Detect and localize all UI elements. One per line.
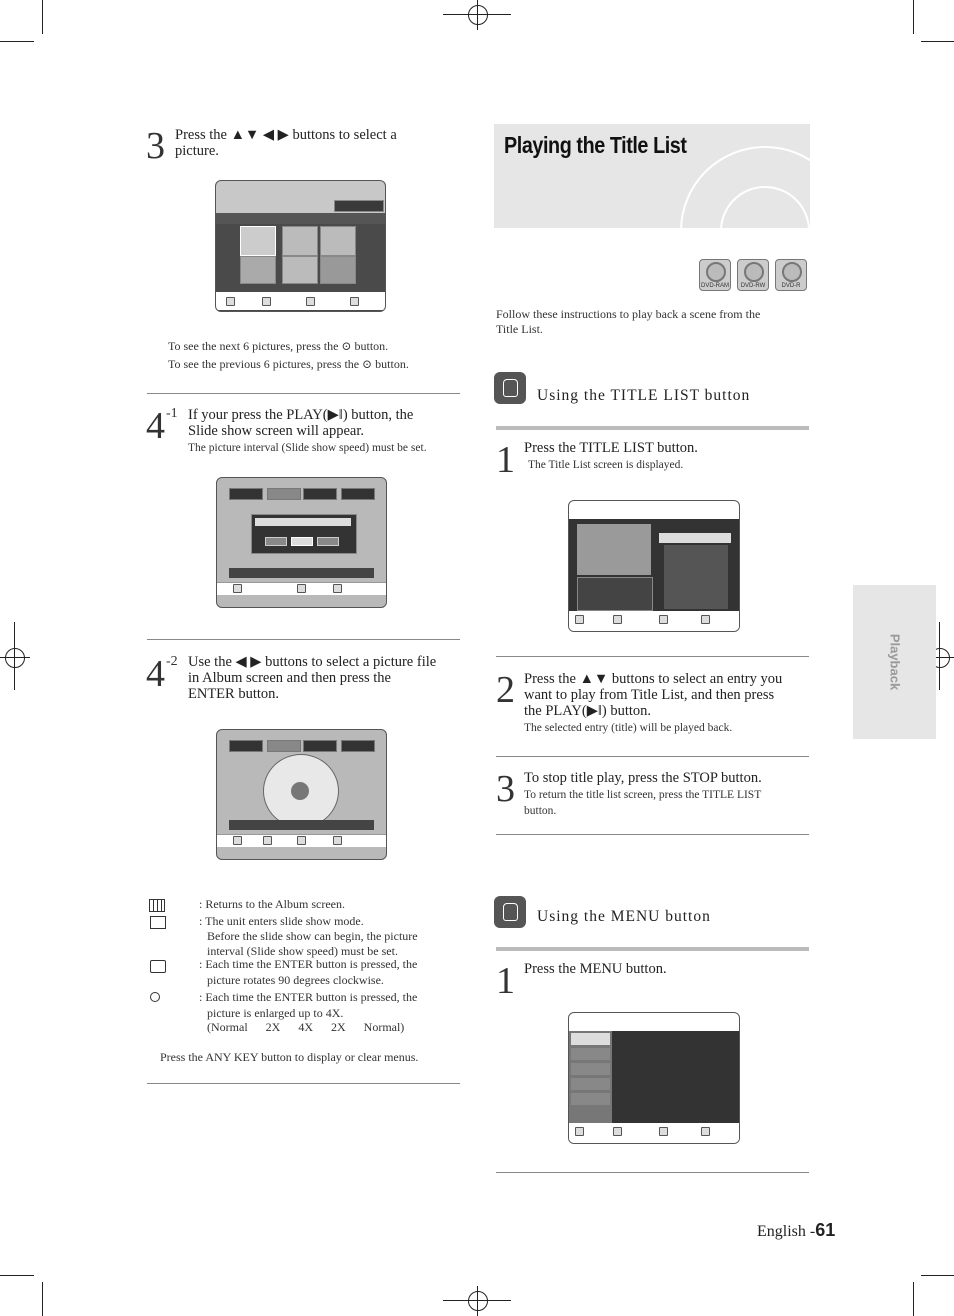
- page-number: 61: [815, 1220, 836, 1240]
- zoom-icon: [150, 992, 160, 1002]
- intro-line2: Title List.: [496, 322, 543, 336]
- picture-screen: [216, 729, 387, 860]
- page-title: Playing the Title List: [504, 132, 687, 158]
- step-3-number: 3: [146, 125, 165, 167]
- dvd-ram-badge: DVD-RAM: [699, 259, 731, 291]
- step-4-2-line3: ENTER button.: [188, 686, 280, 702]
- previous-pictures-note: To see the previous 6 pictures, press the ⊙ button.: [168, 357, 409, 371]
- step-4-2-line2: in Album screen and then press the: [188, 670, 391, 686]
- title-step-3-note-line1: To return the title list screen, press the TITLE LIST: [524, 789, 762, 801]
- title-step-3-text: To stop title play, press the STOP button.: [524, 770, 762, 786]
- section-menu-heading: Using the MENU button: [537, 908, 711, 925]
- step-4-2-number: 4: [146, 653, 165, 695]
- legend-zoom-line3: (Normal 2X 4X 2X Normal): [207, 1020, 405, 1034]
- thumbnail[interactable]: [240, 226, 276, 256]
- legend-rotate-line2: picture rotates 90 degrees clockwise.: [207, 973, 384, 987]
- hand-press-icon: [494, 372, 526, 404]
- title-step-2-number: 2: [496, 669, 515, 711]
- section-title-list-heading: Using the TITLE LIST button: [537, 387, 751, 404]
- slideshow-icon: [150, 916, 166, 929]
- thumbnail[interactable]: [320, 226, 356, 256]
- step-4-2-suffix: -2: [166, 654, 178, 669]
- thumbnail[interactable]: [282, 256, 318, 284]
- menu-item[interactable]: [571, 1078, 610, 1090]
- intro-line1: Follow these instructions to play back a scene from the: [496, 307, 761, 321]
- menu-item[interactable]: [571, 1033, 610, 1045]
- album-grid-icon: [149, 899, 165, 912]
- menu-step-1-text: Press the MENU button.: [524, 961, 667, 977]
- title-step-1-number: 1: [496, 439, 515, 481]
- legend-album-line1: : Returns to the Album screen.: [199, 897, 345, 911]
- next-pictures-note: To see the next 6 pictures, press the ⊙ button.: [168, 339, 389, 353]
- title-step-1-text: Press the TITLE LIST button.: [524, 440, 698, 456]
- step-3-text-line1: Press the ▲▼ ◀ ▶ buttons to select a: [175, 127, 397, 143]
- menu-item[interactable]: [571, 1093, 610, 1105]
- title-step-3-note-line2: button.: [524, 805, 557, 817]
- hand-press-icon: [494, 896, 526, 928]
- step-4-1-number: 4: [146, 405, 165, 447]
- title-list-screen: [568, 500, 740, 632]
- legend-slideshow-line2: Before the slide show can begin, the picture: [207, 929, 418, 943]
- step-4-1-line2: Slide show screen will appear.: [188, 423, 364, 439]
- title-step-2-line3: the PLAY(▶‖) button.: [524, 703, 652, 719]
- rotate-icon: [150, 960, 166, 973]
- title-step-1-note: The Title List screen is displayed.: [528, 459, 684, 471]
- dvd-rw-badge: DVD-RW: [737, 259, 769, 291]
- thumbnail[interactable]: [320, 256, 356, 284]
- step-4-2-line1: Use the ◀ ▶ buttons to select a picture file: [188, 654, 437, 670]
- slideshow-screen: [216, 477, 387, 608]
- step-4-1-suffix: -1: [166, 406, 178, 421]
- thumbnail[interactable]: [240, 256, 276, 284]
- title-step-2-note: The selected entry (title) will be played back.: [524, 722, 733, 734]
- legend-slideshow-line1: : The unit enters slide show mode.: [199, 914, 364, 928]
- playback-side-tab: Playback: [853, 585, 936, 739]
- album-screen: [215, 180, 386, 312]
- title-step-2-line2: want to play from Title List, and then press: [524, 687, 775, 703]
- legend-slideshow-line3: interval (Slide show speed) must be set.: [207, 944, 398, 958]
- title-list-selected-row[interactable]: [659, 533, 731, 543]
- dvd-r-badge: DVD-R: [775, 259, 807, 291]
- legend-zoom-line2: picture is enlarged up to 4X.: [207, 1006, 344, 1020]
- title-step-3-number: 3: [496, 768, 515, 810]
- step-4-1-note: The picture interval (Slide show speed) must be set.: [188, 442, 427, 454]
- thumbnail[interactable]: [282, 226, 318, 256]
- legend-zoom-line1: : Each time the ENTER button is pressed, the: [199, 990, 418, 1004]
- footer-language: English -: [757, 1223, 816, 1240]
- legend-rotate-line1: : Each time the ENTER button is pressed, the: [199, 957, 418, 971]
- page-footer: [757, 1220, 835, 1241]
- step-3-text-line2: picture.: [175, 143, 219, 159]
- menu-step-1-number: 1: [496, 960, 515, 1002]
- menu-item[interactable]: [571, 1063, 610, 1075]
- menu-screen: [568, 1012, 740, 1144]
- menu-item[interactable]: [571, 1048, 610, 1060]
- anykey-note: Press the ANY KEY button to display or clear menus.: [160, 1050, 419, 1064]
- section-banner: [494, 124, 810, 228]
- title-step-2-line1: Press the ▲▼ buttons to select an entry you: [524, 671, 783, 687]
- step-4-1-line1: If your press the PLAY(▶‖) button, the: [188, 407, 414, 423]
